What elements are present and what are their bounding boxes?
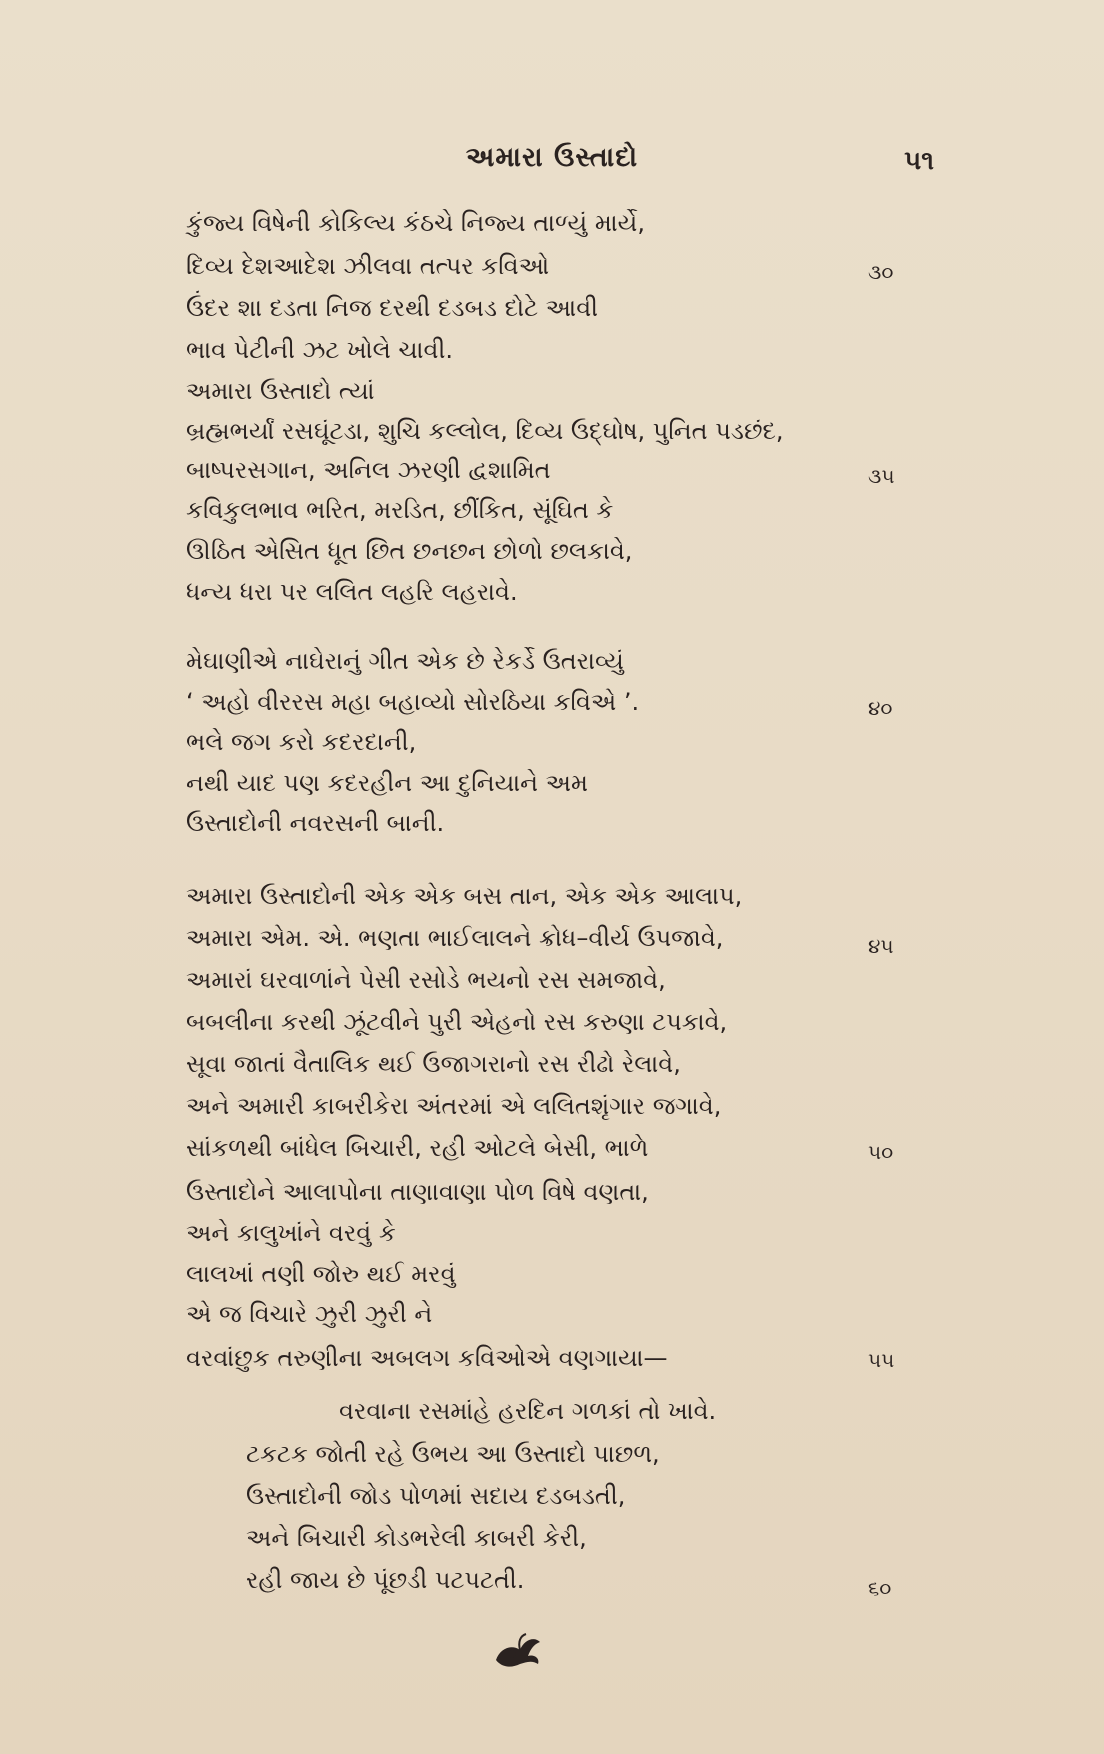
verse-line: કવિકુલભાવ ભરિત, મરડિત, છીંકિત, સૂંઘિત કે [186,496,614,524]
verse-line: ઉંદર શા દડતા નિજ દરથી દડબડ દોટે આવી [186,294,599,322]
verse-line: અમારા ઉસ્તાદો ત્યાં [186,377,375,405]
verse-line: કુંજ્ય વિષેની કોકિલ્ય કંઠચે નિજ્ય તાળ્યું માર્યે, [186,209,645,237]
verse-line: બ્રહ્મભર્યાં રસઘૂંટડા, શુચિ કલ્લોલ, દિવ્ય ઉદ્‌ઘોષ, પુનિત પડછંદ, [186,417,784,445]
verse-line: ઊઠિત એસિત ધૂત છિત છનછન છોળો છલકાવે, [186,537,633,565]
verse-line: ટકટક જોતી રહે ઉભય આ ઉસ્તાદો પાછળ, [246,1440,660,1468]
verse-line: અને કાલુખાંને વરવું કે [186,1219,396,1247]
verse-line: ભાવ પેટીની ઝટ ખોલે ચાવી. [186,336,453,364]
verse-line: રહી જાય છે પૂંછડી પટપટતી. [246,1566,525,1594]
verse-line: લાલખાં તણી જોરુ થઈ મરવું [186,1260,456,1288]
verse-line: અમારા એમ. એ. ભણતા ભાઈલાલને ક્રોધ–વીર્ય ઉપજાવે, [186,924,724,952]
verse-line: બબલીના કરથી ઝૂંટવીને પુરી એહનો રસ કરુણા ટપકાવે, [186,1008,728,1036]
verse-line: અને અમારી કાબરીકેરા અંતરમાં એ લલિતશૃંગાર જગાવે, [186,1092,722,1120]
verse-line: અમારા ઉસ્તાદોની એક એક બસ તાન, એક એક આલાપ, [186,882,743,910]
verse-line: વરવાંછુક તરુણીના અબલગ કવિઓએ વણગાયા— [186,1344,668,1372]
verse-line: દિવ્ય દેશઆદેશ ઝીલવા તત્પર કવિઓ [186,252,550,280]
flower-ornament-icon [490,1630,546,1670]
verse-line: બાષ્પરસગાન, અનિલ ઝરણી દ્વશામિત [186,456,551,484]
page-number: ૫૧ [904,146,934,176]
verse-line: મેઘાણીએ નાઘેરાનું ગીત એક છે રેકર્ડે ઉતરાવ્યું [186,647,624,675]
line-number: ૪૫ [868,934,894,958]
verse-line: વરવાના રસમાંહે હરદિન ગળકાં તો ખાવે. [339,1397,717,1425]
verse-line: અમારાં ઘરવાળાંને પેસી રસોડે ભયનો રસ સમજાવે, [186,966,666,994]
line-number: ૬૦ [868,1576,892,1600]
verse-line: ઉસ્તાદોની જોડ પોળમાં સદાય દડબડતી, [246,1482,626,1510]
verse-line: ઉસ્તાદોની નવરસની બાની. [186,809,445,837]
verse-line: સાંકળથી બાંધેલ બિચારી, રહી ઓટલે બેસી, ભાળે [186,1134,649,1162]
verse-line: ભલે જગ કરો કદરદાની, [186,728,417,756]
verse-line: ઉસ્તાદોને આલાપોના તાણાવાણા પોળ વિષે વણતા, [186,1178,649,1206]
verse-line: ધન્ય ધરા પર લલિત લહરિ લહરાવે. [186,578,518,606]
verse-line: નથી યાદ પણ કદરહીન આ દુનિયાને અમ [186,769,588,797]
line-number: ૩૦ [868,260,894,284]
line-number: ૩૫ [868,464,895,488]
verse-line: ‘ અહો વીરરસ મહા બહાવ્યો સોરઠિયા કવિએ ’. [186,688,640,716]
line-number: ૫૫ [868,1348,895,1372]
verse-line: સૂવા જાતાં વૈતાલિક થઈ ઉજાગરાનો રસ રીઢો રેલાવે, [186,1050,681,1078]
line-number: ૪૦ [868,696,893,720]
line-number: ૫૦ [868,1140,894,1164]
verse-line: અને બિચારી કોડભરેલી કાબરી કેરી, [246,1524,587,1552]
verse-line: એ જ વિચારે ઝુરી ઝુરી ને [186,1300,433,1328]
running-head: અમારા ઉસ્તાદો [465,142,639,173]
